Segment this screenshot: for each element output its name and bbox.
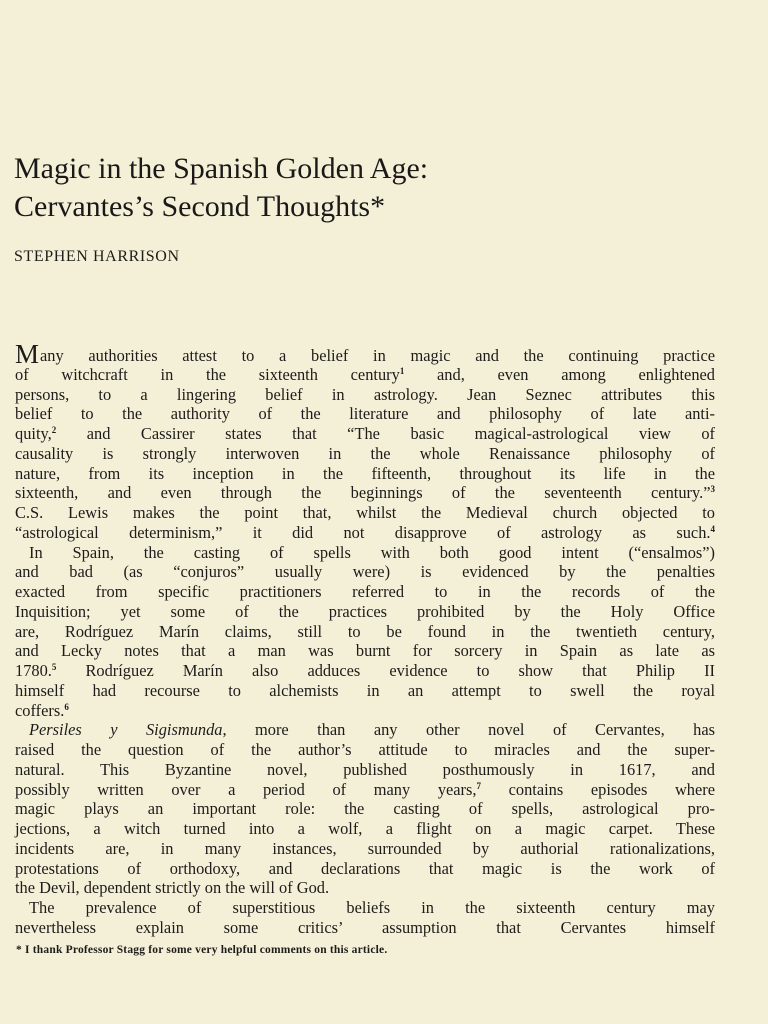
text-line: coffers.$^6$ [15,700,69,720]
text-line: persons, to a lingering belief in astrology. Jean Seznec attributes this [15,384,715,404]
text-line: Persiles y Sigismunda, more than any other novel of Cervantes, has [29,720,715,740]
drop-cap: M [15,339,40,369]
text-line: are, Rodríguez Marín claims, still to be found in the twentieth century, [15,621,715,641]
note-ref: 7 [476,780,481,791]
text-line: sixteenth, and even through the beginnings of the seventeenth century.”$^3$ [15,483,715,503]
text-line: exacted from specific practitioners referred to in the records of the [15,582,715,601]
text-line: The prevalence of superstitious beliefs in the sixteenth century may [29,898,715,917]
footnote: * I thank Professor Stagg for some very helpful comments on this article. [16,944,388,956]
text-line: and Lecky notes that a man was burnt for sorcery in Spain as late as [15,641,715,661]
note-ref: 6 [64,701,69,712]
article-title [14,150,734,226]
text-line: Many authorities attest to a belief in magic and the continuing practice [15,339,715,369]
text-line: nature, from its inception in the fifteenth, throughout its life in the [15,463,715,483]
title-line-1: Magic in the Spanish Golden Age: [14,152,429,185]
text-line: In Spain, the casting of spells with both good intent (“ensalmos”) [29,542,715,562]
text-line: of witchcraft in the sixteenth century$^1$ and, even among enlightened [15,364,715,384]
text-line: Inquisition; yet some of the practices prohibited by the Holy Office [15,601,715,621]
text-line: natural. This Byzantine novel, published posthumously in 1617, and [15,759,715,779]
text-line: causality is strongly interwoven in the whole Renaissance philosophy of [15,443,715,463]
text-line: himself had recourse to alchemists in an attempt to swell the royal [15,680,715,700]
text-line: jections, a witch turned into a wolf, a flight on a magic carpet. These [15,819,715,838]
text-line: possibly written over a period of many years,$^7$ contains episodes where [15,779,715,799]
article-body [15,339,715,938]
text-line: “astrological determinism,” it did not disapprove of astrology as such.$^4$ [15,522,715,542]
text-line: protestations of orthodoxy, and declarations that magic is the work of [15,858,715,878]
note-ref: 3 [710,484,715,495]
note-ref: 5 [51,662,57,672]
text-line: 1780.$^5$ Rodríguez Marín also adduces evidence to show that Philip II [15,661,715,680]
author-name: STEPHEN HARRISON [14,248,180,265]
text-line: and bad (as “conjuros” usually were) is evidenced by the penalties [15,562,715,582]
title-line-2: Cervantes’s Second Thoughts* [14,190,386,223]
note-ref: 4 [710,523,715,534]
text-line: nevertheless explain some critics’ assumption that Cervantes himself [15,917,715,937]
text-line: magic plays an important role: the casting of spells, astrological pro- [15,799,715,819]
novel-title: Persiles y Sigismunda [29,720,223,740]
text-line: belief to the authority of the literature and philosophy of late anti- [15,404,715,424]
text-line: incidents are, in many instances, surrounded by authorial rationalizations, [15,838,715,858]
text-line: the Devil, dependent strictly on the will of God. [15,878,330,898]
note-ref: 1 [399,365,405,376]
note-ref: 2 [51,425,57,435]
text-line: quity,$^2$ and Cassirer states that “The basic magical-astrological view of [15,424,715,443]
text-line: raised the question of the author’s attitude to miracles and the super- [15,740,715,759]
text-line: C.S. Lewis makes the point that, whilst the Medieval church objected to [15,503,715,522]
